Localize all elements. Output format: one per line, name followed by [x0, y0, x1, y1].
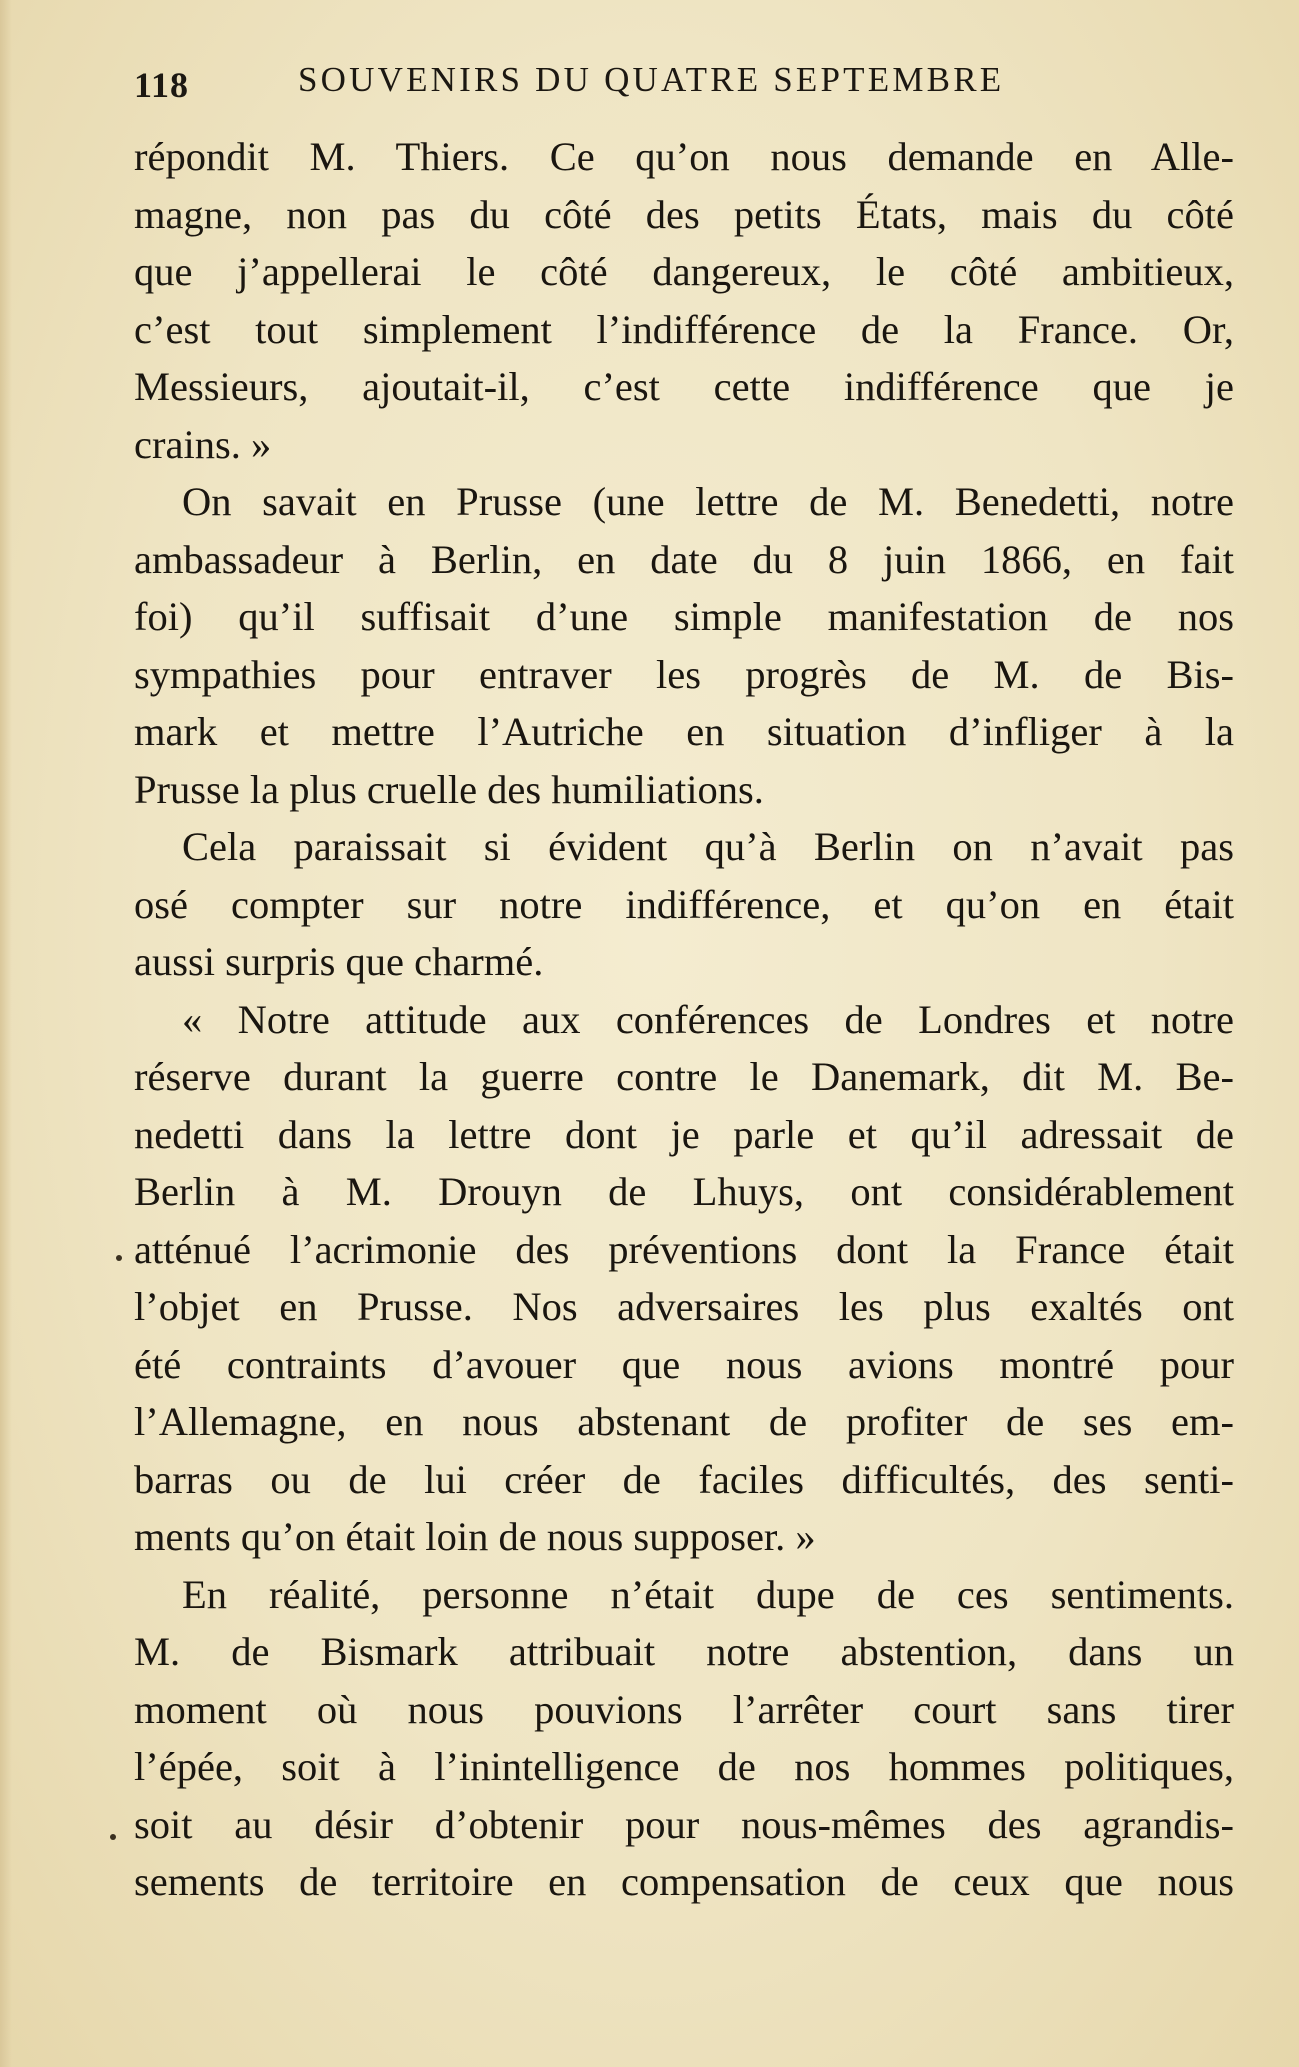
text-line: l’Allemagne, en nous abstenant de profiter de ses em- [134, 1399, 1234, 1444]
text-line: crains. » [134, 421, 272, 467]
text-line: que j’appellerai le côté dangereux, le côté ambitieux, [134, 249, 1234, 294]
page-header [134, 60, 1134, 110]
page-number: 118 [134, 65, 190, 105]
text-line: foi) qu’il suffisait d’une simple manifestation de nos [134, 594, 1234, 639]
text-line: soit au désir d’obtenir pour nous-mêmes des agrandis- [134, 1801, 1234, 1847]
text-line: réserve durant la guerre contre le Danemark, dit M. Be- [134, 1054, 1234, 1099]
text-line: barras ou de lui créer de faciles difficultés, des senti- [134, 1456, 1234, 1502]
body-text [134, 128, 1234, 1911]
text-line: magne, non pas du côté des petits États, mais du côté [134, 191, 1234, 237]
text-line: moment où nous pouvions l’arrêter court sans tirer [134, 1686, 1234, 1732]
page-edge-shadow [0, 0, 12, 2067]
text-line: répondit M. Thiers. Ce qu’on nous demande en Alle- [134, 134, 1234, 179]
margin-dot [116, 1255, 122, 1261]
text-line: l’objet en Prusse. Nos adversaires les plus exaltés ont [134, 1284, 1234, 1329]
text-line: ambassadeur à Berlin, en date du 8 juin 1866, en fait [134, 536, 1234, 582]
text-line: M. de Bismark attribuait notre abstention, dans un [134, 1629, 1234, 1674]
text-line: « Notre attitude aux conférences de Londres et notre [182, 996, 1234, 1042]
text-line: En réalité, personne n’était dupe de ces sentiments. [182, 1571, 1234, 1617]
text-line: osé compter sur notre indifférence, et qu’on en était [134, 881, 1234, 927]
text-line: l’épée, soit à l’inintelligence de nos hommes politiques, [134, 1744, 1234, 1789]
text-line: ments qu’on était loin de nous supposer. » [134, 1514, 816, 1559]
text-line: On savait en Prusse (une lettre de M. Benedetti, notre [182, 479, 1234, 524]
text-line: mark et mettre l’Autriche en situation d’infliger à la [134, 709, 1234, 754]
text-line: Messieurs, ajoutait-il, c’est cette indifférence que je [134, 364, 1234, 409]
text-line: été contraints d’avouer que nous avions montré pour [134, 1341, 1234, 1387]
text-line: nedetti dans la lettre dont je parle et qu’il adressait de [134, 1111, 1234, 1157]
text-line: sympathies pour entraver les progrès de M. de Bis- [134, 651, 1234, 697]
text-line: sements de territoire en compensation de ceux que nous [134, 1859, 1234, 1904]
margin-dot [110, 1834, 116, 1840]
text-line: c’est tout simplement l’indifférence de la France. Or, [134, 306, 1234, 352]
running-head: SOUVENIRS DU QUATRE SEPTEMBRE [298, 60, 1005, 99]
text-line: Prusse la plus cruelle des humiliations. [134, 766, 764, 812]
text-line: atténué l’acrimonie des préventions dont la France était [134, 1226, 1234, 1272]
text-line: Cela paraissait si évident qu’à Berlin on n’avait pas [182, 824, 1234, 869]
text-line: Berlin à M. Drouyn de Lhuys, ont considérablement [134, 1169, 1234, 1214]
text-line: aussi surpris que charmé. [134, 939, 544, 984]
